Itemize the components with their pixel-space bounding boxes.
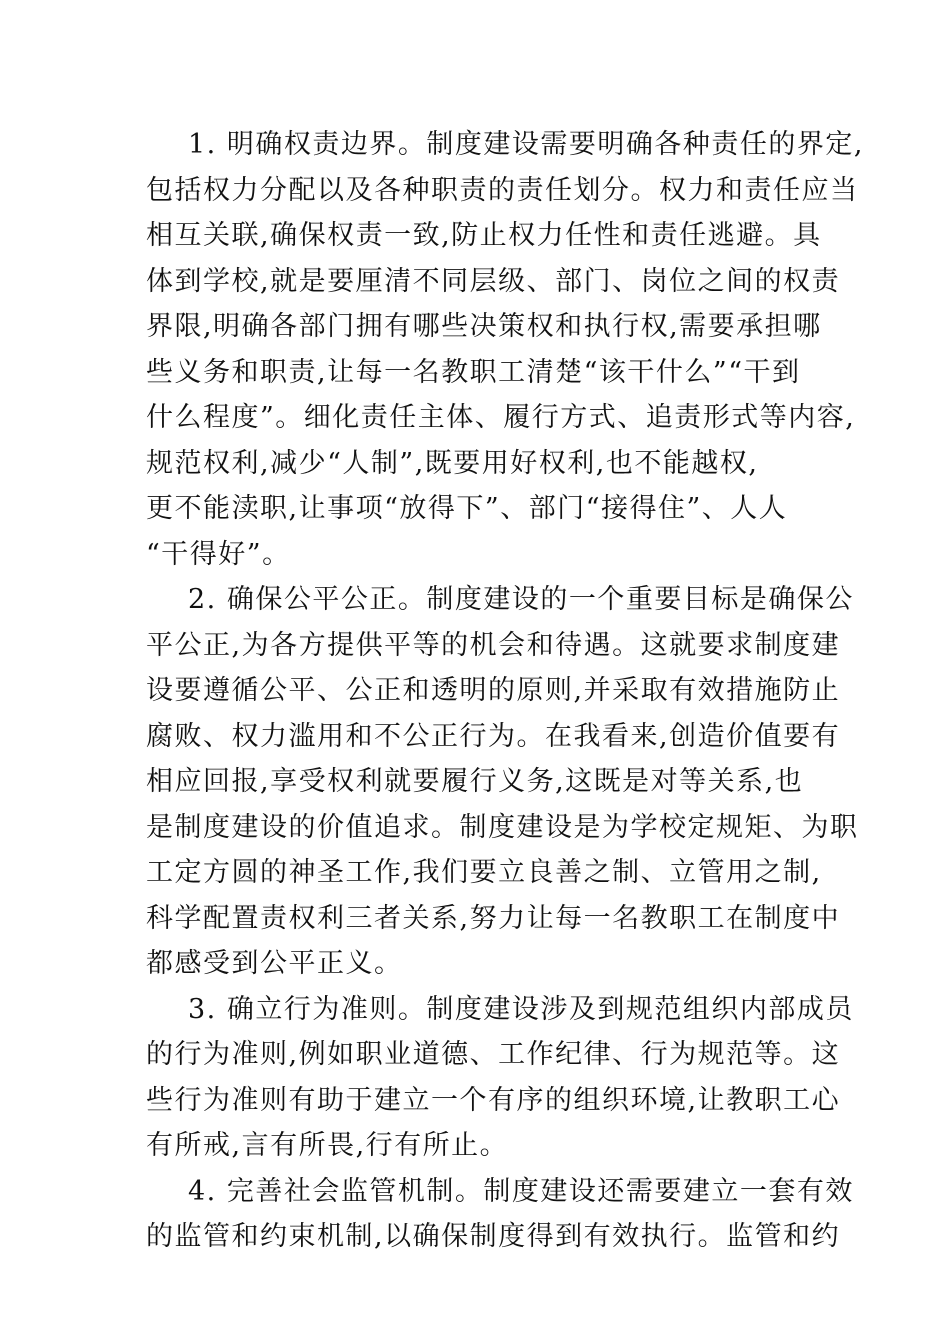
text-line: 什么程度”。细化责任主体、履行方式、追责形式等内容,: [146, 402, 856, 433]
paragraph-first-line: 1. 明确权责边界。制度建设需要明确各种责任的界定,: [188, 129, 864, 160]
document-body: [146, 122, 864, 1260]
text-line: 工定方圆的神圣工作,我们要立良善之制、立管用之制,: [146, 857, 822, 888]
text-line: “干得好”。: [146, 538, 291, 570]
text-line: 些行为准则有助于建立一个有序的组织环境,让教职工心: [146, 1084, 841, 1116]
text-line: 腐败、权力滥用和不公正行为。在我看来,创造价值要有: [146, 720, 841, 752]
text-line: 体到学校,就是要厘清不同层级、部门、岗位之间的权责: [146, 265, 841, 297]
text-line: 设要遵循公平、公正和透明的原则,并采取有效措施防止: [146, 675, 841, 706]
text-line: 有所戒,言有所畏,行有所止。: [146, 1130, 509, 1161]
text-line: 是制度建设的价值追求。制度建设是为学校定规矩、为职: [146, 811, 859, 843]
text-line: 规范权利,减少“人制”,既要用好权利,也不能越权,: [146, 447, 759, 479]
text-line: 的监管和约束机制,以确保制度得到有效执行。监管和约: [146, 1221, 841, 1252]
text-line: 界限,明确各部门拥有哪些决策权和执行权,需要承担哪: [146, 311, 822, 342]
text-line: 相应回报,享受权利就要履行义务,这既是对等关系,也: [146, 766, 804, 797]
text-line: 些义务和职责,让每一名教职工清楚“该干什么”“干到: [146, 356, 801, 388]
text-line: 科学配置责权利三者关系,努力让每一名教职工在制度中: [146, 902, 841, 934]
text-line: 的行为准则,例如职业道德、工作纪律、行为规范等。这: [146, 1039, 841, 1070]
text-line: 平公正,为各方提供平等的机会和待遇。这就要求制度建: [146, 629, 841, 661]
paragraph-first-line: 2. 确保公平公正。制度建设的一个重要目标是确保公: [188, 584, 854, 615]
text-line: 更不能渎职,让事项“放得下”、部门“接得住”、人人: [146, 493, 788, 524]
text-line: 包括权力分配以及各种职责的责任划分。权力和责任应当: [146, 174, 859, 206]
text-line: 相互关联,确保权责一致,防止权力任性和责任逃避。具: [146, 220, 822, 251]
text-line: 都感受到公平正义。: [146, 948, 403, 979]
paragraph-first-line: 3. 确立行为准则。制度建设涉及到规范组织内部成员: [188, 993, 854, 1025]
paragraph-first-line: 4. 完善社会监管机制。制度建设还需要建立一套有效: [188, 1175, 854, 1207]
